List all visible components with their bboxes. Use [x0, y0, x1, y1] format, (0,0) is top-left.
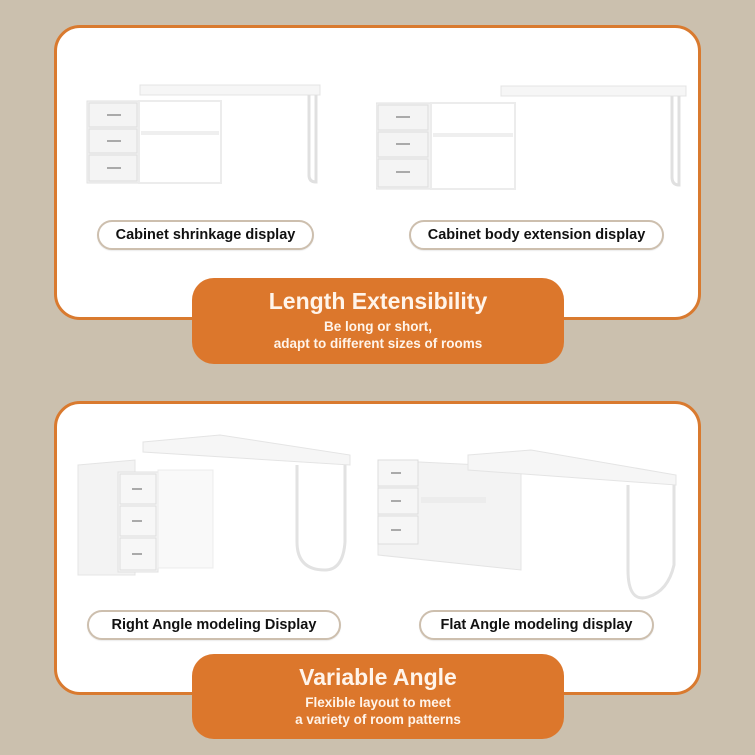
banner-title: Variable Angle: [299, 664, 457, 690]
cabinet-extension-label: Cabinet body extension display: [409, 220, 664, 250]
banner-subtitle-line1: Flexible layout to meet: [305, 695, 451, 710]
desk-extension-image: [376, 82, 696, 192]
banner-subtitle-line2: a variety of room patterns: [295, 712, 461, 727]
banner-subtitle-line2: adapt to different sizes of rooms: [273, 336, 483, 351]
variable-angle-banner: [192, 654, 564, 739]
length-extensibility-banner: [192, 278, 564, 364]
flat-angle-label: Flat Angle modeling display: [419, 610, 654, 640]
desk-right-angle-image: [75, 430, 355, 590]
right-angle-label: Right Angle modeling Display: [87, 610, 341, 640]
cabinet-shrinkage-label: Cabinet shrinkage display: [97, 220, 314, 250]
banner-title: Length Extensibility: [268, 288, 488, 314]
desk-flat-angle-image: [376, 445, 686, 605]
banner-subtitle-line1: Be long or short,: [324, 319, 432, 334]
desk-shrinkage-image: [85, 80, 325, 190]
